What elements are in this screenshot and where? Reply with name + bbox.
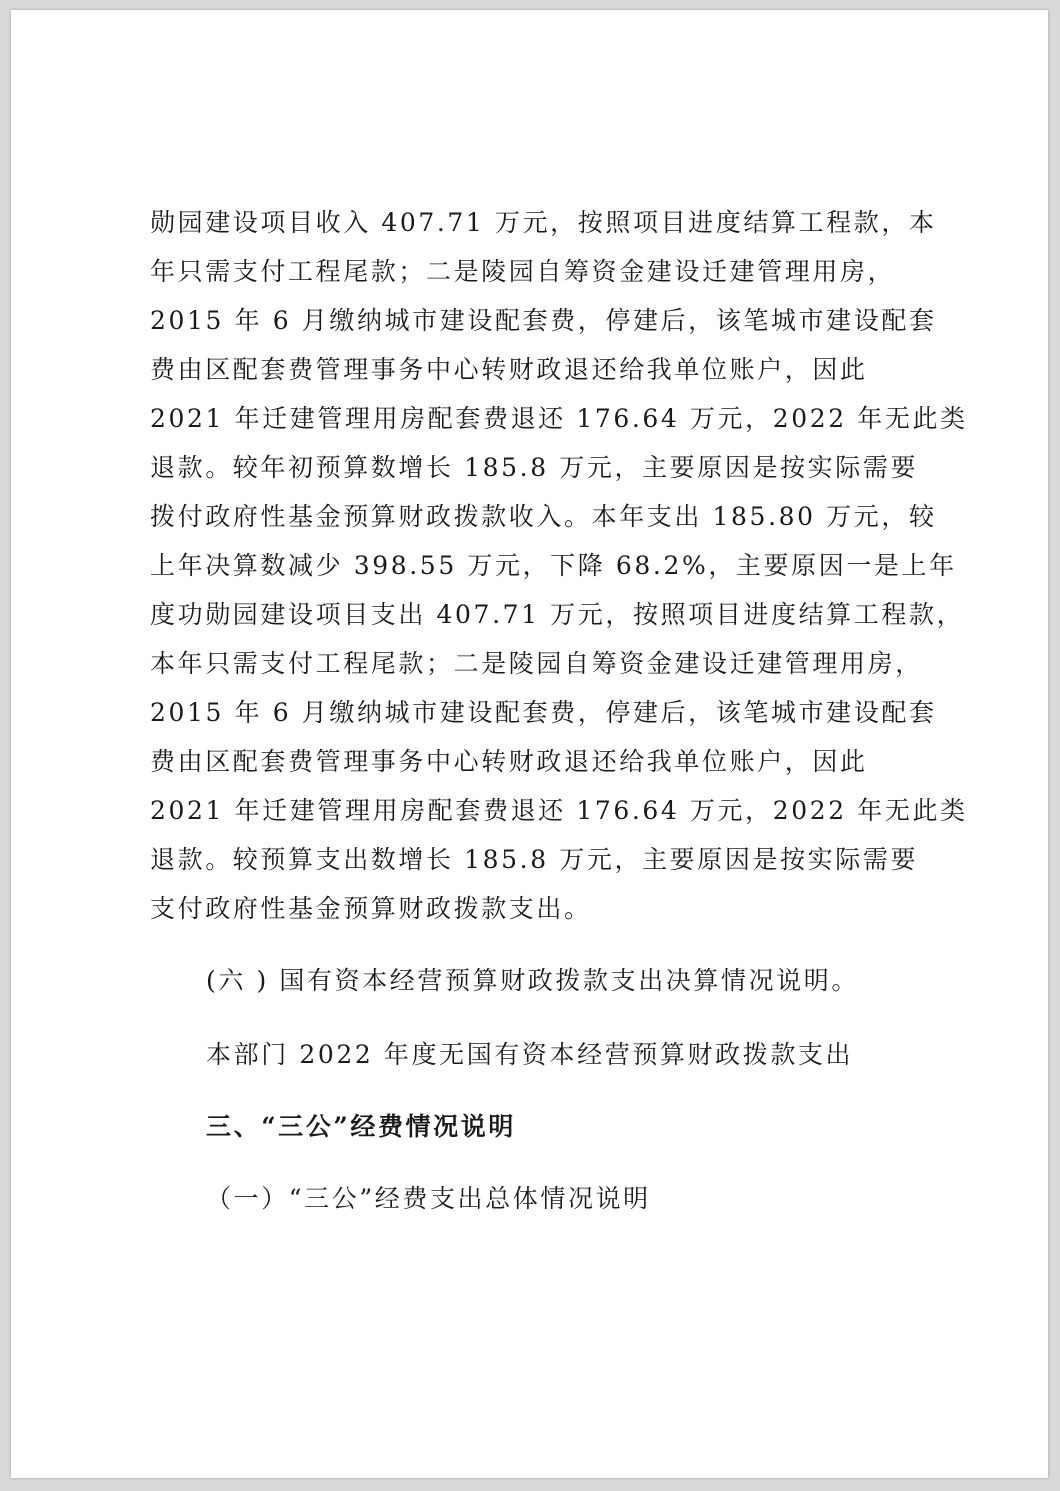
paragraph-line: 2021 年迁建管理用房配套费退还 176.64 万元，2022 年无此类 (150, 404, 968, 433)
paragraph-line: 度功勋园建设项目支出 407.71 万元，按照项目进度结算工程款， (150, 600, 965, 629)
section-six-heading: (六 ) 国有资本经营预算财政拨款支出决算情况说明。 (206, 966, 860, 995)
paragraph-line: 费由区配套费管理事务中心转财政退还给我单位账户，因此 (150, 747, 868, 776)
paragraph-line: 支付政府性基金预算财政拨款支出。 (150, 894, 592, 923)
paragraph-line: 2015 年 6 月缴纳城市建设配套费，停建后，该笔城市建设配套 (150, 698, 937, 727)
paragraph-line: 2015 年 6 月缴纳城市建设配套费，停建后，该笔城市建设配套 (150, 306, 937, 335)
paragraph-line: 上年决算数减少 398.55 万元，下降 68.2%，主要原因一是上年 (150, 551, 957, 580)
paragraph-line: 退款。较预算支出数增长 185.8 万元，主要原因是按实际需要 (150, 845, 919, 874)
paragraph-line: 费由区配套费管理事务中心转财政退还给我单位账户，因此 (150, 355, 868, 384)
paragraph-line: 本年只需支付工程尾款；二是陵园自筹资金建设迁建管理用房， (150, 649, 923, 678)
paragraph-line: 退款。较年初预算数增长 185.8 万元，主要原因是按实际需要 (150, 453, 919, 482)
paragraph-line: 勋园建设项目收入 407.71 万元，按照项目进度结算工程款，本 (150, 208, 937, 237)
document-page (11, 10, 1048, 1478)
paragraph-line: 年只需支付工程尾款；二是陵园自筹资金建设迁建管理用房， (150, 257, 896, 286)
paragraph-line: 拨付政府性基金预算财政拨款收入。本年支出 185.80 万元，较 (150, 502, 937, 531)
section-three-heading: 三、“三公”经费情况说明 (206, 1112, 516, 1141)
subsection-one-heading: （一）“三公”经费支出总体情况说明 (206, 1184, 651, 1213)
section-six-body: 本部门 2022 年度无国有资本经营预算财政拨款支出 (206, 1040, 854, 1069)
paragraph-line: 2021 年迁建管理用房配套费退还 176.64 万元，2022 年无此类 (150, 796, 968, 825)
